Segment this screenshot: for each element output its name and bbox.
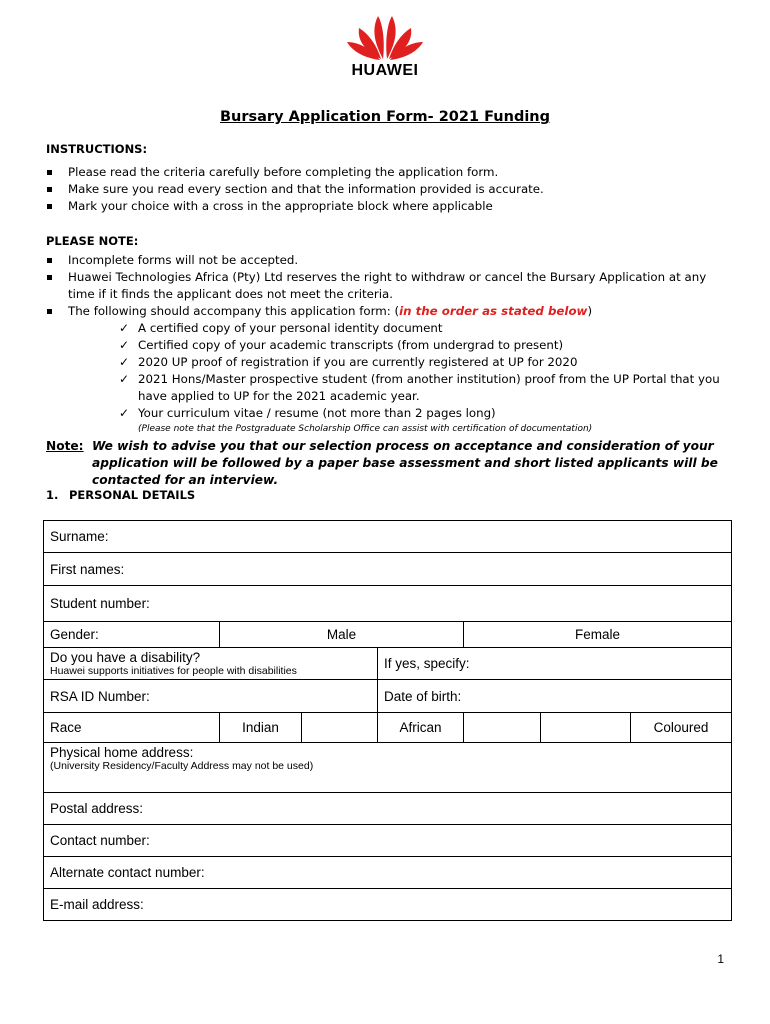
check-icon: ✓ (119, 372, 130, 386)
gender-female-option[interactable]: Female (464, 622, 732, 648)
note-item: Incomplete forms will not be accepted. (46, 252, 736, 269)
gender-male-option[interactable]: Male (220, 622, 464, 648)
huawei-logo (339, 14, 431, 80)
checklist-item: ✓ A certified copy of your personal identity document (119, 321, 443, 335)
documents-checklist (68, 320, 736, 422)
disability-subtext: Huawei supports initiatives for people with disabilities (50, 665, 297, 677)
contact-number-field[interactable]: Contact number: (44, 825, 732, 857)
huawei-petals-icon (345, 14, 425, 60)
race-indian-checkbox[interactable] (302, 713, 378, 743)
alternate-contact-field[interactable]: Alternate contact number: (44, 857, 732, 889)
order-emphasis: in the order as stated below (399, 304, 588, 318)
race-blank-checkbox[interactable] (541, 713, 631, 743)
form-title: Bursary Application Form- 2021 Funding (219, 109, 551, 125)
race-coloured-label: Coloured (631, 713, 732, 743)
please-note-heading: PLEASE NOTE: (46, 234, 139, 248)
page-number: 1 (717, 952, 724, 966)
race-african-checkbox[interactable] (464, 713, 541, 743)
note-label: Note: (46, 439, 84, 453)
disability-field[interactable]: Do you have a disability? Huawei supports initiatives for people with disabilities (44, 648, 378, 680)
personal-details-table (43, 520, 732, 921)
checklist-item: ✓ Certified copy of your academic transcripts (from undergrad to present) (119, 338, 564, 352)
check-icon: ✓ (119, 406, 130, 420)
gender-label: Gender: (44, 622, 220, 648)
rsa-id-field[interactable]: RSA ID Number: (44, 680, 378, 713)
note-text: We wish to advise you that our selection process on acceptance and consideration of your application will be followed by a paper base assessment and short listed applicants will be contacted for an interview. (92, 439, 718, 487)
surname-field[interactable]: Surname: (44, 521, 732, 553)
home-address-field[interactable]: Physical home address: (University Residency/Faculty Address may not be used) (44, 743, 732, 793)
instructions-heading: INSTRUCTIONS: (46, 142, 148, 156)
postal-address-field[interactable]: Postal address: (44, 793, 732, 825)
note-item: Huawei Technologies Africa (Pty) Ltd reserves the right to withdraw or cancel the Bursary Application at any time if it finds the applicant does not meet the criteria. (46, 269, 736, 303)
checklist-item: ✓ Your curriculum vitae / resume (not more than 2 pages long) (119, 406, 496, 420)
race-indian-label: Indian (220, 713, 302, 743)
section-heading: 1. PERSONAL DETAILS (46, 488, 196, 502)
race-african-label: African (378, 713, 464, 743)
race-label: Race (44, 713, 220, 743)
first-names-field[interactable]: First names: (44, 553, 732, 586)
student-number-field[interactable]: Student number: (44, 586, 732, 622)
instructions-list (46, 164, 736, 215)
check-icon: ✓ (119, 321, 130, 335)
huawei-wordmark: HUAWEI (351, 62, 419, 79)
disability-specify-field[interactable]: If yes, specify: (378, 648, 732, 680)
checklist-item: ✓ 2020 UP proof of registration if you are currently registered at UP for 2020 (119, 355, 578, 369)
note-item: The following should accompany this application form: (in the order as stated below) ✓ A certified copy of your personal identity document ✓ Certified copy of your academic transcripts (from undergrad to present) ✓ 2020 UP proof of registration if you are currently registered at UP for 2020 ✓ 2021 Hons/Master prospective student (from another institution) proof from the UP Portal that you have applied to UP for the 2021 academic year. ✓ Your curriculum vitae / resume (not more than 2 pages long) (Please note that the Postgraduate Scholarship Office can assist with certification of documentation) (46, 303, 736, 436)
please-note-list (46, 252, 736, 436)
instruction-item: Please read the criteria carefully before completing the application form. (46, 164, 736, 181)
check-icon: ✓ (119, 338, 130, 352)
checklist-item: ✓ 2021 Hons/Master prospective student (from another institution) proof from the UP Portal that you have applied to UP for the 2021 academic year. (119, 372, 720, 403)
instruction-item: Mark your choice with a cross in the appropriate block where applicable (46, 198, 736, 215)
instruction-item: Make sure you read every section and that the information provided is accurate. (46, 181, 736, 198)
check-icon: ✓ (119, 355, 130, 369)
certification-footnote: (Please note that the Postgraduate Scholarship Office can assist with certification of documentation) (138, 424, 593, 434)
selection-note (46, 438, 736, 489)
home-address-subtext: (University Residency/Faculty Address may not be used) (50, 760, 314, 772)
email-address-field[interactable]: E-mail address: (44, 889, 732, 921)
date-of-birth-field[interactable]: Date of birth: (378, 680, 732, 713)
